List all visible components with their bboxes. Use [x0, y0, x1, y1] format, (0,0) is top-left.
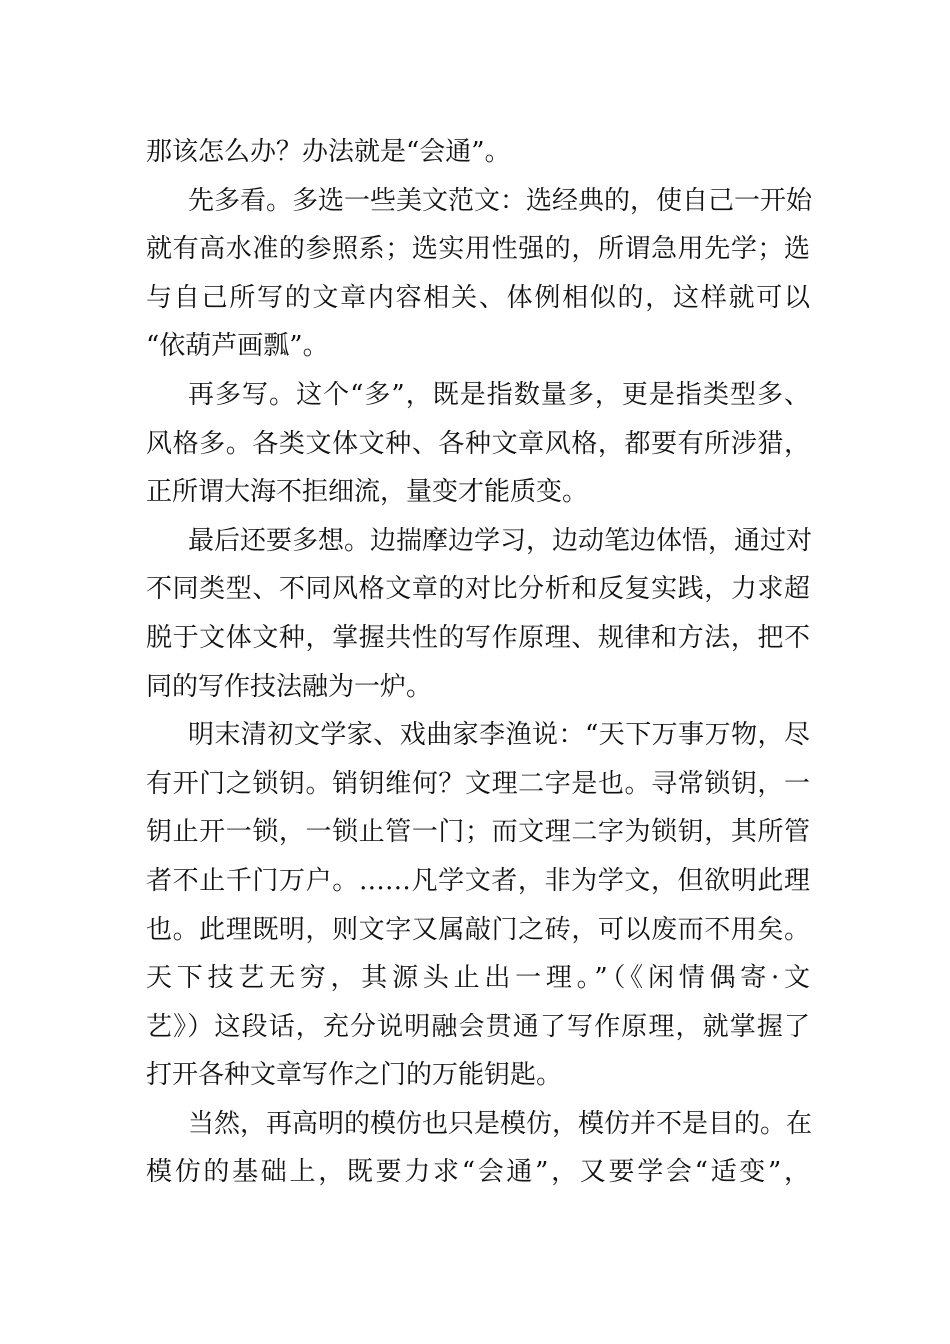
text-line: 天下技艺无穷，其源头止出一理。”（《闲情偶寄·文	[146, 963, 810, 994]
paragraph	[146, 1100, 813, 1197]
paragraph	[146, 711, 810, 1100]
text-line: 打开各种文章写作之门的万能钥匙。	[146, 1060, 563, 1091]
text-line: 与自己所写的文章内容相关、体例相似的，这样就可以	[146, 282, 810, 313]
text-line: 有开门之锁钥。销钥维何？文理二字是也。寻常锁钥，一	[146, 768, 810, 799]
paragraph	[146, 371, 810, 517]
text-line: 不同类型、不同风格文章的对比分析和反复实践，力求超	[146, 574, 810, 605]
text-line: 就有高水准的参照系；选实用性强的，所谓急用先学；选	[146, 234, 810, 265]
text-line: 模仿的基础上，既要力求“会通”，又要学会“适变”，	[146, 1157, 810, 1188]
text-line: 也。此理既明，则文字又属敲门之砖，可以废而不用矣。	[146, 914, 810, 945]
text-line: 再多写。这个“多”，既是指数量多，更是指类型多、	[188, 379, 810, 410]
text-line: 艺》）这段话，充分说明融会贯通了写作原理，就掌握了	[146, 1011, 810, 1042]
paragraph	[146, 517, 813, 711]
paragraph	[146, 128, 810, 177]
text-line: “依葫芦画瓢”。	[146, 331, 329, 362]
text-line: 者不止千门万户。……凡学文者，非为学文，但欲明此理	[146, 865, 810, 896]
text-line: 正所谓大海不拒细流，量变才能质变。	[146, 477, 589, 508]
text-line: 明末清初文学家、戏曲家李渔说：“天下万事万物，尽	[188, 720, 810, 751]
body-text	[146, 128, 813, 1197]
text-line: 钥止开一锁，一锁止管一门；而文理二字为锁钥，其所管	[146, 817, 810, 848]
text-line: 那该怎么办？办法就是“会通”。	[146, 137, 511, 167]
text-line: 脱于文体文种，掌握共性的写作原理、规律和方法，把不	[146, 622, 810, 653]
text-line: 先多看。多选一些美文范文：选经典的，使自己一开始	[188, 185, 813, 216]
text-line: 当然，再高明的模仿也只是模仿，模仿并不是目的。在	[188, 1108, 813, 1139]
text-line: 同的写作技法融为一炉。	[146, 671, 433, 702]
paragraph	[146, 177, 813, 371]
text-line: 最后还要多想。边揣摩边学习，边动笔边体悟，通过对	[188, 525, 813, 556]
text-line: 风格多。各类文体文种、各种文章风格，都要有所涉猎，	[146, 428, 810, 459]
